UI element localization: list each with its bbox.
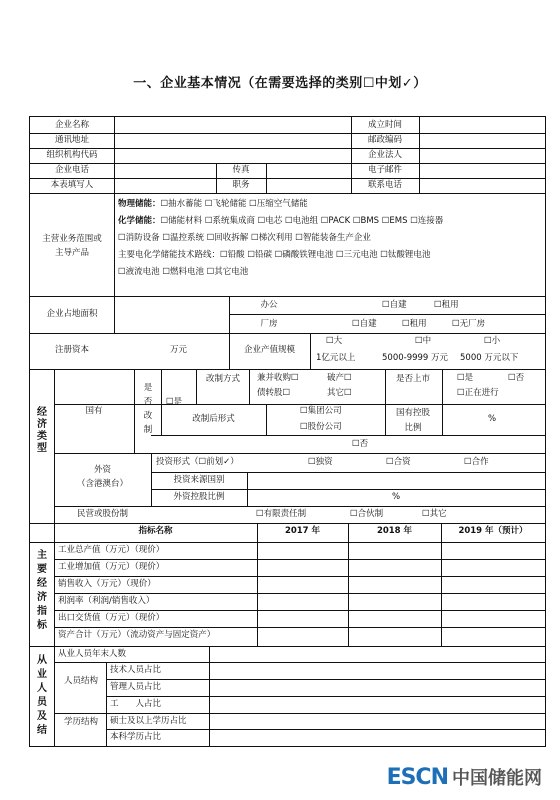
invest-source-label: 投资来源国别 xyxy=(173,475,225,485)
private-label: 民营或股份制 xyxy=(76,509,128,519)
business-label-2: 主导产品 xyxy=(54,248,89,258)
filler-label: 本表填写人 xyxy=(50,180,94,190)
plant-rent-checkbox[interactable]: ☐租用 xyxy=(402,319,427,329)
equipment-options[interactable]: ☐消防设备 ☐温控系统 ☐回收拆解 ☐梯次利用 ☐智能装备生产企业 xyxy=(118,233,371,243)
stock-company-checkbox[interactable]: ☐股份公司 xyxy=(300,422,342,432)
state-ratio-pct: % xyxy=(488,414,497,424)
bachelor-ratio-label: 本科学历占比 xyxy=(110,732,162,742)
year-2017-header: 2017 年 xyxy=(284,526,321,536)
other-form-checkbox[interactable]: ☐其它 xyxy=(422,509,447,519)
education-structure-label: 学历结构 xyxy=(63,717,98,727)
established-label: 成立时间 xyxy=(367,120,402,130)
state-owned-label: 国有 xyxy=(85,406,103,416)
business-label-1: 主营业务范围或 xyxy=(42,234,102,244)
staff-section-title: 从业人员及结 xyxy=(37,655,47,736)
scale-mid-sub: 5000-9999 万元 xyxy=(382,353,449,363)
state-ratio-label: 国有控股比例 xyxy=(395,408,430,433)
debt-checkbox[interactable]: 债转股☐ xyxy=(257,388,291,398)
master-ratio-label: 硕士及以上学历占比 xyxy=(110,716,187,726)
indicator-row: 销售收入（万元）（现价） xyxy=(58,579,156,589)
econ-type-title: 经济类型 xyxy=(37,407,47,454)
watermark-name: 中国储能网 xyxy=(452,768,542,789)
indicator-row: 资产合计（万元）（流动资产与固定资产） xyxy=(58,630,216,640)
address-label: 通讯地址 xyxy=(54,135,89,145)
scale-big-checkbox[interactable]: ☐大 xyxy=(326,336,343,346)
listing-in-progress-checkbox[interactable]: ☐正在进行 xyxy=(457,388,499,398)
contact-phone-label: 联系电话 xyxy=(367,180,402,190)
other-checkbox[interactable]: 其它☐ xyxy=(327,388,352,398)
enterprise-info-form xyxy=(29,116,546,747)
staff-total-label: 从业人员年末人数 xyxy=(58,649,127,659)
tech-staff-label: 技术人员占比 xyxy=(110,665,162,675)
limited-checkbox[interactable]: ☐有限责任制 xyxy=(256,509,307,519)
scale-small-sub: 5000 万元以下 xyxy=(460,353,519,363)
staff-structure-label: 人员结构 xyxy=(63,676,98,686)
after-reform-label: 改制后形式 xyxy=(192,414,235,424)
indicator-row: 利润率（利润/销售收入） xyxy=(58,596,155,606)
output-scale-label: 企业产值规模 xyxy=(243,345,295,355)
year-2019-header: 2019 年（预计） xyxy=(458,526,528,536)
partner-checkbox[interactable]: ☐合伙制 xyxy=(350,509,384,519)
scale-small-checkbox[interactable]: ☐小 xyxy=(484,336,501,346)
scale-big-sub: 1亿元以上 xyxy=(316,353,356,363)
listed-no-checkbox[interactable]: ☐否 xyxy=(508,373,525,383)
reform-question: 是否改制 xyxy=(143,383,153,435)
physical-storage-options[interactable]: 物理储能：☐抽水蓄能 ☐飞轮储能 ☐压缩空气储能 xyxy=(118,199,308,209)
tech-route-options-2[interactable]: ☐液流电池 ☐燃料电池 ☐其它电池 xyxy=(118,267,249,277)
scale-mid-checkbox[interactable]: ☐中 xyxy=(415,336,432,346)
office-rent-checkbox[interactable]: ☐租用 xyxy=(434,300,459,310)
plant-none-checkbox[interactable]: ☐无厂房 xyxy=(452,319,486,329)
fax-label: 传真 xyxy=(232,165,250,175)
company-name-label: 企业名称 xyxy=(54,120,89,130)
escn-watermark xyxy=(387,764,542,790)
capital-unit: 万元 xyxy=(170,345,188,355)
watermark-brand: ESCN xyxy=(386,765,448,790)
indicator-header: 指标名称 xyxy=(138,526,173,536)
listed-yes-checkbox[interactable]: ☐是 xyxy=(457,373,474,383)
joint-checkbox[interactable]: ☐合资 xyxy=(386,457,411,467)
chemical-storage-options[interactable]: 化学储能：☐储能材料 ☐系统集成商 ☐电芯 ☐电池组 ☐PACK ☐BMS ☐EMS ☐连接器 xyxy=(118,216,444,226)
email-label: 电子邮件 xyxy=(367,165,402,175)
invest-form-label: 投资形式（☐前划✓） xyxy=(156,457,239,467)
foreign-ratio-label: 外资控股比例 xyxy=(173,492,225,502)
position-label: 职务 xyxy=(232,180,250,190)
plant-label: 厂房 xyxy=(260,319,278,329)
mgmt-staff-label: 管理人员占比 xyxy=(110,682,162,692)
bankrupt-checkbox[interactable]: 破产☐ xyxy=(327,373,352,383)
worker-label: 工 人占比 xyxy=(110,699,162,709)
foreign-ratio-pct: % xyxy=(392,492,401,502)
group-company-checkbox[interactable]: ☐集团公司 xyxy=(300,406,342,416)
indicator-section-title: 主要经济指标 xyxy=(37,550,47,631)
sole-checkbox[interactable]: ☐独资 xyxy=(308,457,333,467)
foreign-label: 外资 xyxy=(93,465,111,475)
reform-no-checkbox[interactable]: ☐否 xyxy=(352,439,369,449)
reform-yes-checkbox[interactable]: ☐是 xyxy=(166,397,183,407)
listed-question: 是否上市 xyxy=(395,374,430,384)
office-label: 办公 xyxy=(260,300,278,310)
postal-label: 邮政编码 xyxy=(367,135,402,145)
org-code-label: 组织机构代码 xyxy=(46,150,98,160)
indicator-row: 工业增加值（万元）（现价） xyxy=(58,562,165,572)
office-own-checkbox[interactable]: ☐自建 xyxy=(382,300,407,310)
land-area-label: 企业占地面积 xyxy=(46,309,98,319)
indicator-row: 工业总产值（万元）（现价） xyxy=(58,545,165,555)
year-2018-header: 2018 年 xyxy=(376,526,413,536)
mna-checkbox[interactable]: 兼并收购☐ xyxy=(257,373,299,383)
coop-checkbox[interactable]: ☐合作 xyxy=(464,457,489,467)
plant-own-checkbox[interactable]: ☐自建 xyxy=(352,319,377,329)
phone-label: 企业电话 xyxy=(54,165,89,175)
foreign-sub-label: （含港澳台） xyxy=(76,479,128,489)
registered-capital-label: 注册资本 xyxy=(54,345,89,355)
reform-method-label: 改制方式 xyxy=(205,374,240,384)
form-title: 一、企业基本情况（在需要选择的类别☐中划✓） xyxy=(133,76,427,91)
tech-route-options[interactable]: 主要电化学储能技术路线：☐铅酸 ☐铅碳 ☐磷酸铁锂电池 ☐三元电池 ☐钛酸锂电池 xyxy=(118,250,431,260)
indicator-row: 出口交货值（万元）（现价） xyxy=(58,613,165,623)
legal-person-label: 企业法人 xyxy=(367,150,402,160)
